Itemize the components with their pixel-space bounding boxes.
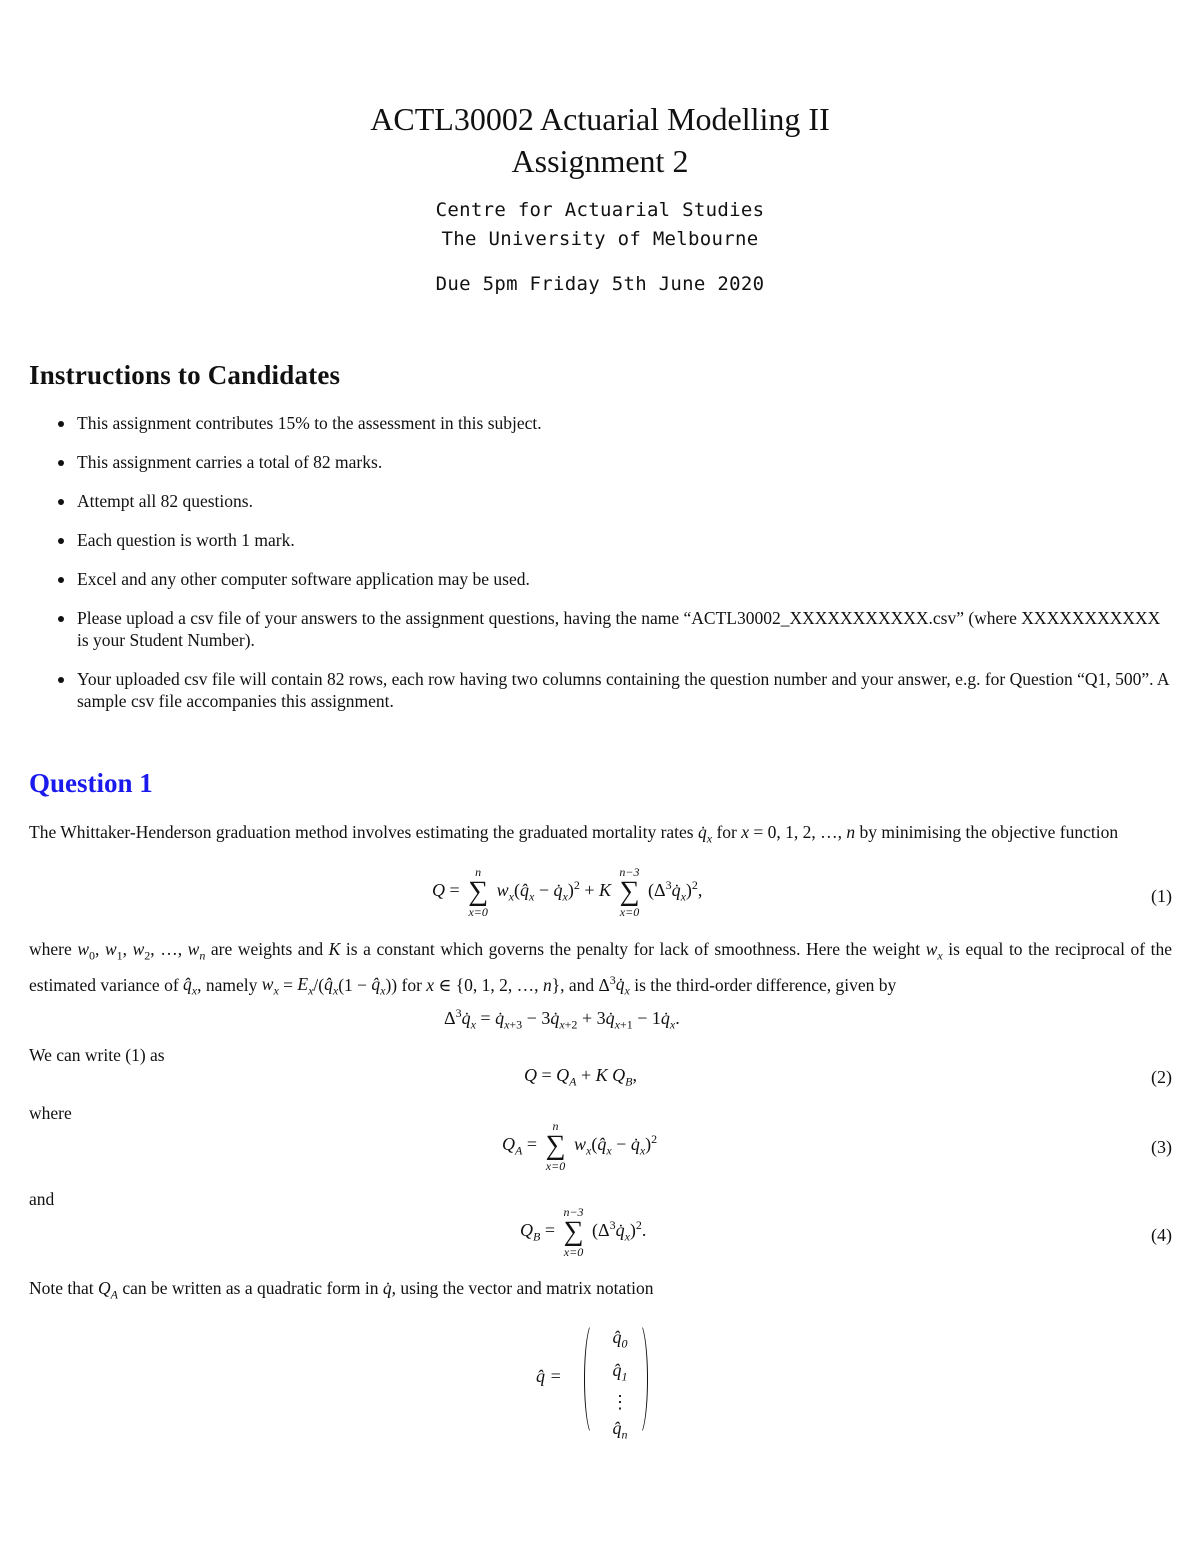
and-text: and bbox=[29, 1189, 55, 1209]
instructions-list bbox=[0, 412, 1200, 729]
equation-1: Q = n ∑ x=0 $w_x(q̂_x$ − $q̇_x)^2 + K$ n−3 ∑ x=0 $(\Delta^3q̇_x)^2$, bbox=[432, 865, 703, 919]
instructions-heading: Instructions to Candidates bbox=[29, 360, 341, 390]
bullet-icon bbox=[58, 538, 64, 544]
equation-number: (3) bbox=[1151, 1137, 1172, 1157]
third-difference-equation: $\Delta^3q̇_x$ = $q̇_{x+3}$ − $3q̇_{x+2}$ + $3q̇_{x+1}$ − $1q̇_x$. bbox=[444, 1006, 680, 1032]
due-date: Due 5pm Friday 5th June 2020 bbox=[435, 273, 765, 295]
note-paragraph: Note that $Q_A$ can be written as a quadratic form in q̇, using the vector and matrix notation bbox=[29, 1278, 654, 1302]
list-item: This assignment carries a total of 82 marks. bbox=[0, 451, 1200, 473]
rewrite-text: We can write (1) as bbox=[29, 1045, 165, 1065]
bullet-icon bbox=[58, 421, 64, 427]
question-intro: The Whittaker-Henderson graduation method involves estimating the graduated mortality rates $q̇_x$ for x = 0, 1, 2, …, n by minimising the objective function bbox=[29, 822, 1119, 846]
equation-number: (2) bbox=[1151, 1067, 1172, 1087]
document-subtitle: Assignment 2 bbox=[511, 143, 689, 179]
list-item: Attempt all 82 questions. bbox=[0, 490, 1200, 512]
vector-label: q̂ = bbox=[536, 1366, 562, 1386]
bullet-icon bbox=[58, 499, 64, 505]
document-title: ACTL30002 Actuarial Modelling II bbox=[370, 101, 830, 137]
equation-number: (4) bbox=[1151, 1225, 1172, 1245]
university: The University of Melbourne bbox=[441, 228, 759, 250]
department: Centre for Actuarial Studies bbox=[435, 199, 765, 221]
equation-2: $Q = Q_A + K$ $Q_B$, bbox=[524, 1065, 638, 1089]
where-text: where bbox=[29, 1103, 72, 1123]
bullet-icon bbox=[58, 577, 64, 583]
equation-number: (1) bbox=[1151, 886, 1172, 906]
list-item: Each question is worth 1 mark. bbox=[0, 529, 1200, 551]
bullet-icon bbox=[58, 460, 64, 466]
equation-4: $Q_B$ = n−3 ∑ x=0 $(\Delta^3q̇_x)^2$. bbox=[520, 1205, 647, 1259]
equation-3: $Q_A$ = n ∑ x=0 $w_x(q̂_x$ − $q̇_x)^2$ bbox=[502, 1119, 658, 1173]
bullet-icon bbox=[58, 616, 64, 622]
list-item: This assignment contributes 15% to the assessment in this subject. bbox=[0, 412, 1200, 434]
vector-entries: $q̂_0$ $q̂_1$ ⋮ $q̂_n$ bbox=[611, 1327, 629, 1442]
list-item: Your uploaded csv file will contain 82 rows, each row having two columns containing the question number and your answer, e.g. for Question “Q1, 500”. A sample csv file accompanies this assignment. bbox=[0, 668, 1200, 712]
bullet-icon bbox=[58, 677, 64, 683]
list-item: Excel and any other computer software application may be used. bbox=[0, 568, 1200, 590]
question-heading: Question 1 bbox=[29, 768, 153, 798]
weights-paragraph: where $w_0$, $w_1$, $w_2$, …, $w_n$ are weights and K is a constant which governs the penalty for lack of smoothness. Here the weight $w_x$ is equal to the reciprocal of the estimated variance of $q̂_x$, namely $w_x$ = $E_x/(q̂_x(1$ − $q̂_x$)) for x ∈ {0, 1, 2, …, n}, and $\Delta^3q̇_x$ is the third-order difference, given by bbox=[29, 939, 1173, 998]
list-item: Please upload a csv file of your answers to the assignment questions, having the name “ACTL30002_XXXXXXXXXXX.csv” (where XXXXXXXXXXX is your Student Number). bbox=[0, 607, 1200, 651]
right-paren-icon bbox=[630, 1322, 648, 1436]
left-paren-icon bbox=[584, 1322, 602, 1436]
title-block bbox=[0, 98, 1200, 299]
